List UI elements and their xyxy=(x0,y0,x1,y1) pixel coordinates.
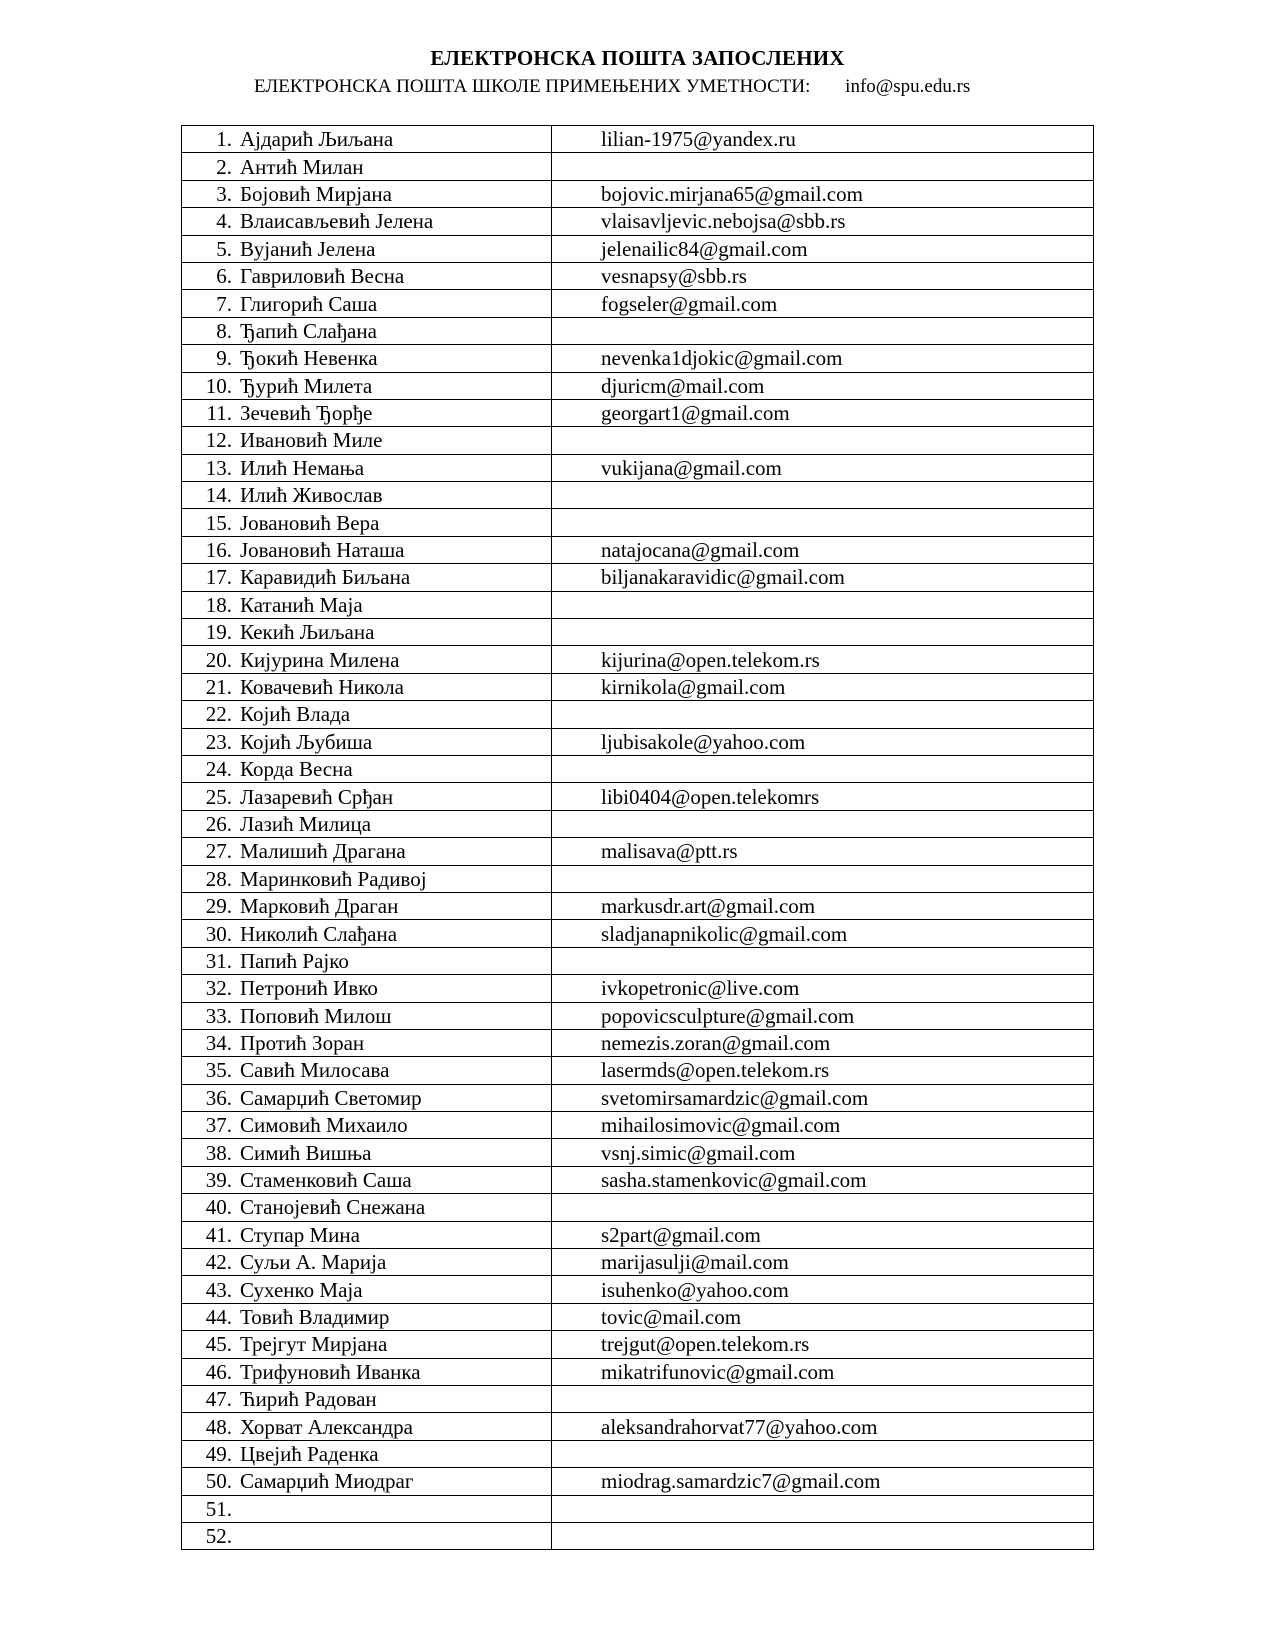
employee-name: Илић Немања xyxy=(240,455,365,480)
row-number: 5. xyxy=(216,236,232,261)
employee-email[interactable]: natajocana@gmail.com xyxy=(601,538,800,563)
row-number: 4. xyxy=(216,209,232,234)
row-number: 47. xyxy=(205,1387,232,1412)
employee-cell xyxy=(182,755,552,782)
table-row xyxy=(182,673,1094,700)
employee-cell xyxy=(182,372,552,399)
employee-name: Којић Љубиша xyxy=(240,729,373,754)
employee-name: Суљи А. Марија xyxy=(240,1250,387,1275)
employee-email[interactable]: libi0404@open.telekomrs xyxy=(601,784,820,809)
row-number: 24. xyxy=(205,757,232,782)
employee-name: Маринковић Радивој xyxy=(240,866,427,891)
table-row xyxy=(182,290,1094,317)
table-row xyxy=(182,509,1094,536)
table-row xyxy=(182,564,1094,591)
employee-email[interactable]: kirnikola@gmail.com xyxy=(601,675,786,699)
employee-email[interactable]: vesnapsy@sbb.rs xyxy=(601,264,747,289)
email-cell xyxy=(552,975,1094,1002)
row-number: 10. xyxy=(205,373,232,398)
employee-email[interactable]: lasermds@open.telekom.rs xyxy=(601,1058,830,1083)
email-cell xyxy=(552,810,1094,837)
staff-table-body xyxy=(182,126,1094,1550)
table-row xyxy=(182,1385,1094,1412)
employee-cell xyxy=(182,290,552,317)
email-cell xyxy=(552,865,1094,892)
email-cell xyxy=(552,1112,1094,1139)
email-cell xyxy=(552,783,1094,810)
email-cell xyxy=(552,1385,1094,1412)
row-number: 17. xyxy=(205,565,232,590)
row-number: 14. xyxy=(205,483,232,508)
employee-cell xyxy=(182,1440,552,1467)
table-row xyxy=(182,372,1094,399)
employee-cell xyxy=(182,975,552,1002)
row-number: 33. xyxy=(205,1003,232,1028)
employee-cell xyxy=(182,509,552,536)
employee-cell xyxy=(182,1495,552,1522)
employee-email[interactable]: sladjanapnikolic@gmail.com xyxy=(601,921,848,946)
table-row xyxy=(182,1440,1094,1467)
table-row xyxy=(182,1166,1094,1193)
email-cell xyxy=(552,920,1094,947)
employee-cell xyxy=(182,1112,552,1139)
employee-name: Симовић Михаило xyxy=(240,1113,408,1138)
row-number: 43. xyxy=(205,1277,232,1302)
row-number: 18. xyxy=(205,592,232,617)
employee-email[interactable]: vsnj.simic@gmail.com xyxy=(601,1140,796,1165)
employee-cell xyxy=(182,1358,552,1385)
employee-name: Ћирић Радован xyxy=(240,1387,377,1412)
employee-cell xyxy=(182,564,552,591)
row-number: 50. xyxy=(205,1469,232,1494)
email-cell xyxy=(552,126,1094,153)
email-cell xyxy=(552,235,1094,262)
employee-cell xyxy=(182,1522,552,1549)
employee-email[interactable]: malisava@ptt.rs xyxy=(601,839,738,864)
table-row xyxy=(182,262,1094,289)
email-cell xyxy=(552,1522,1094,1549)
table-row xyxy=(182,920,1094,947)
row-number: 12. xyxy=(205,428,232,453)
table-row xyxy=(182,810,1094,837)
employee-name: Ајдарић Љиљана xyxy=(240,127,394,152)
employee-cell xyxy=(182,345,552,372)
row-number: 36. xyxy=(205,1085,232,1110)
employee-email[interactable]: ljubisakole@yahoo.com xyxy=(601,729,806,754)
email-cell xyxy=(552,673,1094,700)
employee-name: Корда Весна xyxy=(240,757,353,782)
employee-name: Илић Живослав xyxy=(240,483,383,508)
employee-cell xyxy=(182,1166,552,1193)
employee-cell xyxy=(182,646,552,673)
table-row xyxy=(182,454,1094,481)
email-cell xyxy=(552,947,1094,974)
employee-name: Николић Слађана xyxy=(240,921,398,946)
employee-email[interactable]: nemezis.zoran@gmail.com xyxy=(601,1031,831,1056)
table-row xyxy=(182,180,1094,207)
email-cell xyxy=(552,1468,1094,1495)
employee-name: Малишић Драгана xyxy=(240,839,406,864)
email-cell xyxy=(552,1249,1094,1276)
employee-cell xyxy=(182,619,552,646)
employee-email[interactable]: georgart1@gmail.com xyxy=(601,401,790,426)
table-row xyxy=(182,1358,1094,1385)
employee-name: Цвејић Раденка xyxy=(240,1441,379,1466)
table-row xyxy=(182,892,1094,919)
row-number: 39. xyxy=(205,1168,232,1193)
row-number: 30. xyxy=(205,921,232,946)
employee-email[interactable]: jelenailic84@gmail.com xyxy=(601,236,808,261)
row-number: 16. xyxy=(205,538,232,563)
table-row xyxy=(182,317,1094,344)
employee-cell xyxy=(182,1468,552,1495)
employee-email[interactable]: fogseler@gmail.com xyxy=(601,291,778,316)
employee-name: Каравидић Биљана xyxy=(240,565,411,590)
table-row xyxy=(182,646,1094,673)
row-number: 23. xyxy=(205,729,232,754)
employee-name: Ђурић Милета xyxy=(240,373,373,398)
email-cell xyxy=(552,1139,1094,1166)
row-number: 40. xyxy=(205,1195,232,1220)
employee-name: Хорват Александра xyxy=(240,1414,413,1439)
email-cell xyxy=(552,591,1094,618)
row-number: 1. xyxy=(216,127,232,152)
employee-email[interactable]: trejgut@open.telekom.rs xyxy=(601,1332,810,1357)
employee-email[interactable]: ivkopetronic@live.com xyxy=(601,976,800,1001)
employee-name: Ступар Мина xyxy=(240,1222,360,1247)
email-cell xyxy=(552,1029,1094,1056)
employee-name: Симић Вишња xyxy=(240,1140,372,1165)
table-row xyxy=(182,701,1094,728)
row-number: 22. xyxy=(205,702,232,727)
employee-name: Ковачевић Никола xyxy=(240,675,404,699)
employee-cell xyxy=(182,399,552,426)
employee-cell xyxy=(182,1057,552,1084)
employee-email[interactable]: djuricm@mail.com xyxy=(601,373,765,398)
employee-email[interactable]: sasha.stamenkovic@gmail.com xyxy=(601,1168,867,1193)
row-number: 15. xyxy=(205,510,232,535)
employee-name: Катанић Маја xyxy=(240,592,363,617)
row-number: 34. xyxy=(205,1031,232,1056)
employee-email[interactable]: biljanakaravidic@gmail.com xyxy=(601,565,845,590)
employee-name: Ивановић Миле xyxy=(240,428,383,453)
employee-cell xyxy=(182,783,552,810)
employee-cell xyxy=(182,317,552,344)
table-row xyxy=(182,865,1094,892)
employee-cell xyxy=(182,1084,552,1111)
email-cell xyxy=(552,153,1094,180)
table-row xyxy=(182,1002,1094,1029)
employee-name: Петронић Ивко xyxy=(240,976,378,1001)
employee-email[interactable]: mihailosimovic@gmail.com xyxy=(601,1113,841,1138)
employee-cell xyxy=(182,427,552,454)
employee-cell xyxy=(182,1221,552,1248)
employee-name: Савић Милосава xyxy=(240,1058,390,1083)
row-number: 9. xyxy=(216,346,232,371)
school-email-link[interactable]: info@spu.edu.rs xyxy=(845,76,971,97)
email-cell xyxy=(552,1166,1094,1193)
email-cell xyxy=(552,1221,1094,1248)
row-number: 6. xyxy=(216,264,232,289)
email-cell xyxy=(552,564,1094,591)
email-cell xyxy=(552,317,1094,344)
email-cell xyxy=(552,372,1094,399)
email-cell xyxy=(552,892,1094,919)
employee-cell xyxy=(182,180,552,207)
table-row xyxy=(182,1112,1094,1139)
table-row xyxy=(182,1303,1094,1330)
table-row xyxy=(182,1221,1094,1248)
row-number: 32. xyxy=(205,976,232,1001)
employee-name: Папић Рајко xyxy=(240,948,349,973)
school-email-label: ЕЛЕКТРОНСКА ПОШТА ШКОЛЕ ПРИМЕЊЕНИХ УМЕТНОСТИ: xyxy=(254,76,811,97)
table-row xyxy=(182,235,1094,262)
table-row xyxy=(182,153,1094,180)
employee-email[interactable]: kijurina@open.telekom.rs xyxy=(601,647,820,672)
employee-email[interactable]: mikatrifunovic@gmail.com xyxy=(601,1359,835,1384)
employee-name: Кијурина Милена xyxy=(240,647,400,672)
employee-email[interactable]: popovicsculpture@gmail.com xyxy=(601,1003,855,1028)
table-row xyxy=(182,1057,1094,1084)
row-number: 21. xyxy=(205,675,232,699)
employee-cell xyxy=(182,153,552,180)
employee-name: Станојевић Снежана xyxy=(240,1195,426,1220)
row-number: 38. xyxy=(205,1140,232,1165)
employee-cell xyxy=(182,728,552,755)
employee-name: Вујанић Јелена xyxy=(240,236,376,261)
employee-name: Самарџић Миодраг xyxy=(240,1469,414,1494)
table-row xyxy=(182,399,1094,426)
email-cell xyxy=(552,427,1094,454)
employee-name: Поповић Милош xyxy=(240,1003,392,1028)
employee-cell xyxy=(182,208,552,235)
row-number: 26. xyxy=(205,811,232,836)
employee-name: Товић Владимир xyxy=(240,1304,390,1329)
employee-name: Којић Влада xyxy=(240,702,351,727)
row-number: 3. xyxy=(216,181,232,206)
employee-cell xyxy=(182,536,552,563)
employee-email[interactable]: marijasulji@mail.com xyxy=(601,1250,789,1275)
email-cell xyxy=(552,646,1094,673)
table-row xyxy=(182,482,1094,509)
email-cell xyxy=(552,482,1094,509)
employee-name: Трејгут Мирјана xyxy=(240,1332,388,1357)
employee-cell xyxy=(182,892,552,919)
employee-name: Бојовић Мирјана xyxy=(240,181,392,206)
table-row xyxy=(182,208,1094,235)
table-row xyxy=(182,1522,1094,1549)
employee-email[interactable]: lilian-1975@yandex.ru xyxy=(601,127,796,152)
email-cell xyxy=(552,1303,1094,1330)
employee-name: Влаисављевић Јелена xyxy=(240,209,434,234)
email-cell xyxy=(552,262,1094,289)
email-cell xyxy=(552,1495,1094,1522)
row-number: 27. xyxy=(205,839,232,864)
employee-email[interactable]: aleksandrahorvat77@yahoo.com xyxy=(601,1414,878,1439)
email-cell xyxy=(552,1358,1094,1385)
employee-cell xyxy=(182,126,552,153)
employee-email[interactable]: markusdr.art@gmail.com xyxy=(601,894,816,919)
employee-name: Антић Милан xyxy=(240,154,364,179)
table-row xyxy=(182,345,1094,372)
row-number: 28. xyxy=(205,866,232,891)
employee-cell xyxy=(182,1194,552,1221)
employee-name: Стаменковић Саша xyxy=(240,1168,412,1193)
employee-cell xyxy=(182,1331,552,1358)
row-number: 44. xyxy=(205,1304,232,1329)
row-number: 48. xyxy=(205,1414,232,1439)
email-cell xyxy=(552,701,1094,728)
table-row xyxy=(182,728,1094,755)
email-cell xyxy=(552,345,1094,372)
employee-email[interactable]: miodrag.samardzic7@gmail.com xyxy=(601,1469,881,1494)
email-cell xyxy=(552,454,1094,481)
table-row xyxy=(182,591,1094,618)
employee-name: Јовановић Наташа xyxy=(240,538,405,563)
email-cell xyxy=(552,1057,1094,1084)
employee-cell xyxy=(182,1385,552,1412)
employee-cell xyxy=(182,1413,552,1440)
staff-email-table xyxy=(181,125,1094,1550)
employee-name: Глигорић Саша xyxy=(240,291,378,316)
table-row xyxy=(182,1413,1094,1440)
employee-cell xyxy=(182,1002,552,1029)
employee-cell xyxy=(182,454,552,481)
table-row xyxy=(182,619,1094,646)
email-cell xyxy=(552,1331,1094,1358)
employee-email[interactable]: svetomirsamardzic@gmail.com xyxy=(601,1085,869,1110)
employee-cell xyxy=(182,673,552,700)
employee-cell xyxy=(182,701,552,728)
row-number: 51. xyxy=(205,1496,232,1521)
row-number: 29. xyxy=(205,894,232,919)
email-cell xyxy=(552,399,1094,426)
table-row xyxy=(182,1139,1094,1166)
employee-email[interactable]: isuhenko@yahoo.com xyxy=(601,1277,789,1302)
email-cell xyxy=(552,1413,1094,1440)
employee-email[interactable]: tovic@mail.com xyxy=(601,1304,742,1329)
email-cell xyxy=(552,619,1094,646)
school-email-line xyxy=(254,76,970,98)
employee-name: Сухенко Маја xyxy=(240,1277,363,1302)
email-cell xyxy=(552,1194,1094,1221)
email-cell xyxy=(552,728,1094,755)
table-row xyxy=(182,1276,1094,1303)
email-cell xyxy=(552,1002,1094,1029)
employee-name: Лазић Милица xyxy=(240,811,372,836)
table-row xyxy=(182,427,1094,454)
employee-email[interactable]: bojovic.mirjana65@gmail.com xyxy=(601,181,863,206)
table-row xyxy=(182,1468,1094,1495)
table-row xyxy=(182,783,1094,810)
employee-name: Гавриловић Весна xyxy=(240,264,405,289)
row-number: 11. xyxy=(206,401,232,426)
employee-cell xyxy=(182,1303,552,1330)
row-number: 41. xyxy=(205,1222,232,1247)
email-cell xyxy=(552,1276,1094,1303)
row-number: 20. xyxy=(205,647,232,672)
employee-cell xyxy=(182,920,552,947)
row-number: 45. xyxy=(205,1332,232,1357)
employee-email[interactable]: nevenka1djokic@gmail.com xyxy=(601,346,843,371)
table-row xyxy=(182,1084,1094,1111)
row-number: 13. xyxy=(205,455,232,480)
email-cell xyxy=(552,1440,1094,1467)
email-cell xyxy=(552,755,1094,782)
employee-name: Зечевић Ђорђе xyxy=(240,401,373,426)
row-number: 46. xyxy=(205,1359,232,1384)
employee-cell xyxy=(182,1029,552,1056)
employee-name: Лазаревић Срђан xyxy=(240,784,394,809)
email-cell xyxy=(552,838,1094,865)
employee-email[interactable]: s2part@gmail.com xyxy=(601,1222,761,1247)
table-row xyxy=(182,1331,1094,1358)
employee-cell xyxy=(182,810,552,837)
employee-cell xyxy=(182,235,552,262)
page-title: ЕЛЕКТРОНСКА ПОШТА ЗАПОСЛЕНИХ xyxy=(430,46,845,70)
table-row xyxy=(182,755,1094,782)
table-row xyxy=(182,1029,1094,1056)
employee-cell xyxy=(182,865,552,892)
employee-name: Ђапић Слађана xyxy=(240,318,377,343)
employee-cell xyxy=(182,591,552,618)
table-row xyxy=(182,1249,1094,1276)
table-row xyxy=(182,1495,1094,1522)
email-cell xyxy=(552,180,1094,207)
row-number: 31. xyxy=(205,948,232,973)
row-number: 42. xyxy=(205,1250,232,1275)
email-cell xyxy=(552,290,1094,317)
employee-name: Ђокић Невенка xyxy=(240,346,378,371)
row-number: 19. xyxy=(205,620,232,645)
row-number: 35. xyxy=(205,1058,232,1083)
email-cell xyxy=(552,509,1094,536)
employee-cell xyxy=(182,1249,552,1276)
employee-name: Трифуновић Иванка xyxy=(240,1359,421,1384)
employee-cell xyxy=(182,1276,552,1303)
email-cell xyxy=(552,1084,1094,1111)
table-row xyxy=(182,975,1094,1002)
employee-email[interactable]: vukijana@gmail.com xyxy=(601,455,782,480)
row-number: 7. xyxy=(216,291,232,316)
table-row xyxy=(182,536,1094,563)
email-cell xyxy=(552,208,1094,235)
employee-cell xyxy=(182,838,552,865)
email-cell xyxy=(552,536,1094,563)
row-number: 25. xyxy=(205,784,232,809)
employee-name: Јовановић Вера xyxy=(240,510,380,535)
employee-name: Кекић Љиљана xyxy=(240,620,375,645)
employee-cell xyxy=(182,1139,552,1166)
table-row xyxy=(182,126,1094,153)
employee-cell xyxy=(182,482,552,509)
employee-name: Протић Зоран xyxy=(240,1031,365,1056)
table-row xyxy=(182,947,1094,974)
row-number: 2. xyxy=(216,154,232,179)
row-number: 37. xyxy=(205,1113,232,1138)
employee-cell xyxy=(182,947,552,974)
employee-name: Марковић Драган xyxy=(240,894,399,919)
row-number: 49. xyxy=(205,1441,232,1466)
row-number: 52. xyxy=(205,1524,232,1549)
employee-cell xyxy=(182,262,552,289)
table-row xyxy=(182,1194,1094,1221)
table-row xyxy=(182,838,1094,865)
employee-email[interactable]: vlaisavljevic.nebojsa@sbb.rs xyxy=(601,209,846,234)
row-number: 8. xyxy=(216,318,232,343)
employee-name: Самарџић Светомир xyxy=(240,1085,422,1110)
